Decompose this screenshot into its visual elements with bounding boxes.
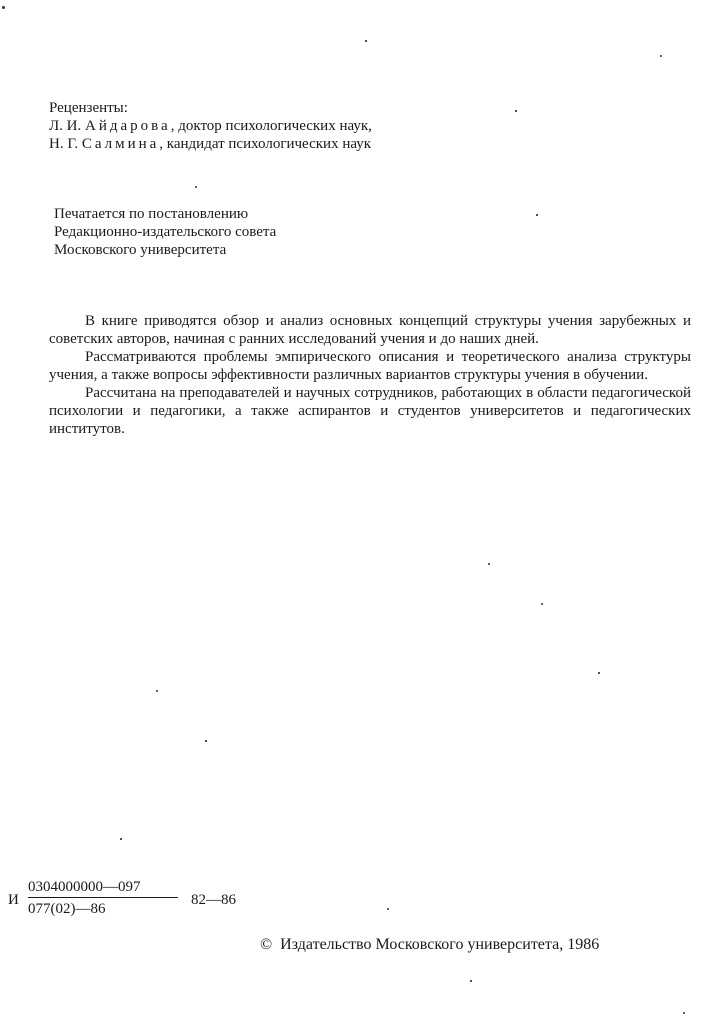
scan-speck [598, 672, 600, 674]
reviewer-1-initials: Л. И. [49, 118, 86, 134]
reviewer-1 [49, 117, 529, 135]
catalog-denominator: 077(02)—86 [28, 901, 106, 917]
scan-speck [195, 186, 197, 188]
fraction-bar [28, 897, 178, 898]
copyright-line [260, 936, 599, 954]
scan-speck [470, 980, 472, 982]
catalog-code [8, 878, 268, 928]
annotation-paragraph-2: Рассматриваются проблемы эмпирического описания и теоретического анализа структуры учения, а также вопросы эффективности различных вариантов структуры учения в обучении. [49, 349, 691, 383]
catalog-fraction [28, 878, 178, 918]
scan-speck [488, 563, 490, 565]
approval-line-1: Печатается по постановлению [54, 206, 249, 222]
catalog-letter: И [8, 892, 19, 908]
reviewer-1-title: , доктор психологических наук, [170, 118, 372, 134]
copyright-text: Издательство Московского университета, 1986 [280, 936, 600, 953]
scan-speck [683, 1012, 685, 1014]
publication-approval [54, 205, 474, 259]
scan-speck [205, 740, 207, 742]
catalog-suffix: 82—86 [191, 892, 236, 908]
copyright-icon: © [260, 936, 273, 953]
reviewers-heading: Рецензенты: [49, 100, 128, 116]
approval-line-2: Редакционно-издательского совета [54, 224, 277, 240]
reviewer-2-title: , кандидат психологических наук [159, 136, 372, 152]
reviewer-2 [49, 135, 529, 153]
catalog-numerator: 0304000000—097 [28, 879, 141, 895]
scan-speck [2, 6, 5, 9]
scan-speck [515, 110, 517, 112]
reviewers-block [49, 99, 529, 153]
reviewer-1-name: Айдарова [85, 118, 171, 134]
reviewer-2-name: Салмина [81, 136, 160, 152]
approval-line-3: Московского университета [54, 242, 227, 258]
scan-speck [156, 690, 158, 692]
scan-speck [120, 838, 122, 840]
scan-speck [660, 55, 662, 57]
scan-speck [387, 908, 389, 910]
book-annotation [49, 312, 691, 438]
scan-speck [536, 214, 538, 216]
annotation-paragraph-3: Рассчитана на преподавателей и научных сотрудников, работающих в области педагогической психологии и педагогики, а также аспирантов и студентов университетов и педагогических институтов. [49, 385, 691, 437]
scan-speck [365, 40, 367, 42]
scan-speck [541, 603, 543, 605]
annotation-paragraph-1: В книге приводятся обзор и анализ основных концепций структуры учения зарубежных и советских авторов, начиная с ранних исследований учения и до наших дней. [49, 313, 691, 347]
reviewer-2-initials: Н. Г. [49, 136, 82, 152]
